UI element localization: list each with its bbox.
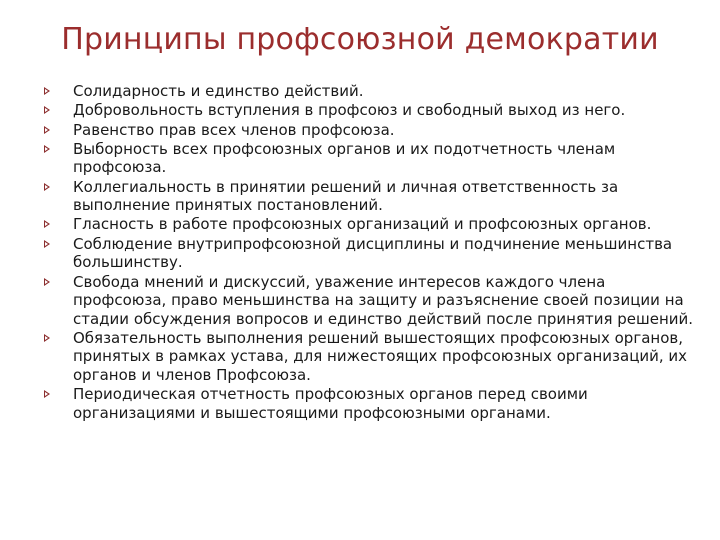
list-item-text: Свобода мнений и дискуссий, уважение интересов каждого члена профсоюза, право меньшинства на защиту и разъяснение своей позиции на стадии обсуждения вопросов и единство действий после принятия решений. bbox=[73, 272, 694, 328]
list-item bbox=[44, 101, 694, 120]
list-item-text: Периодическая отчетность профсоюзных органов перед своими организациями и вышестоящими профсоюзными органами. bbox=[73, 385, 588, 422]
slide-title: Принципы профсоюзной демократии bbox=[61, 22, 659, 57]
triangle-bullet-icon bbox=[44, 278, 50, 286]
list-item-text: Добровольность вступления в профсоюз и свободный выход из него. bbox=[73, 101, 626, 120]
triangle-bullet-icon bbox=[44, 240, 50, 248]
list-item bbox=[44, 121, 694, 140]
list-item-text: Коллегиальность в принятии решений и личная ответственность за выполнение принятых постановлений. bbox=[73, 177, 619, 215]
list-item bbox=[44, 273, 694, 329]
list-item-text: Соблюдение внутрипрофсоюзной дисциплины и подчинение меньшинства большинству. bbox=[73, 234, 673, 272]
list-item-text: Обязательность выполнения решений вышестоящих профсоюзных органов, принятых в рамках устава, для нижестоящих профсоюзных организаций, их органов и членов Профсоюза. bbox=[73, 328, 688, 384]
list-item-text: Равенство прав всех членов профсоюза. bbox=[73, 120, 395, 139]
list-item bbox=[44, 215, 694, 234]
list-item bbox=[44, 140, 694, 177]
list-item-text: Солидарность и единство действий. bbox=[73, 82, 364, 100]
triangle-bullet-icon bbox=[44, 390, 50, 398]
list-item bbox=[44, 178, 694, 215]
list-item bbox=[44, 385, 694, 422]
list-item-text: Выборность всех профсоюзных органов и их подотчетность членам профсоюза. bbox=[73, 139, 616, 177]
list-item bbox=[44, 235, 694, 272]
triangle-bullet-icon bbox=[44, 145, 50, 153]
triangle-bullet-icon bbox=[44, 220, 50, 228]
triangle-bullet-icon bbox=[44, 126, 50, 134]
list-item bbox=[44, 82, 694, 101]
triangle-bullet-icon bbox=[44, 87, 50, 95]
list-item-text: Гласность в работе профсоюзных организаций и профсоюзных органов. bbox=[73, 215, 652, 234]
triangle-bullet-icon bbox=[44, 334, 50, 342]
list-item bbox=[44, 329, 694, 385]
principles-list bbox=[44, 82, 694, 423]
triangle-bullet-icon bbox=[44, 106, 50, 114]
triangle-bullet-icon bbox=[44, 183, 50, 191]
